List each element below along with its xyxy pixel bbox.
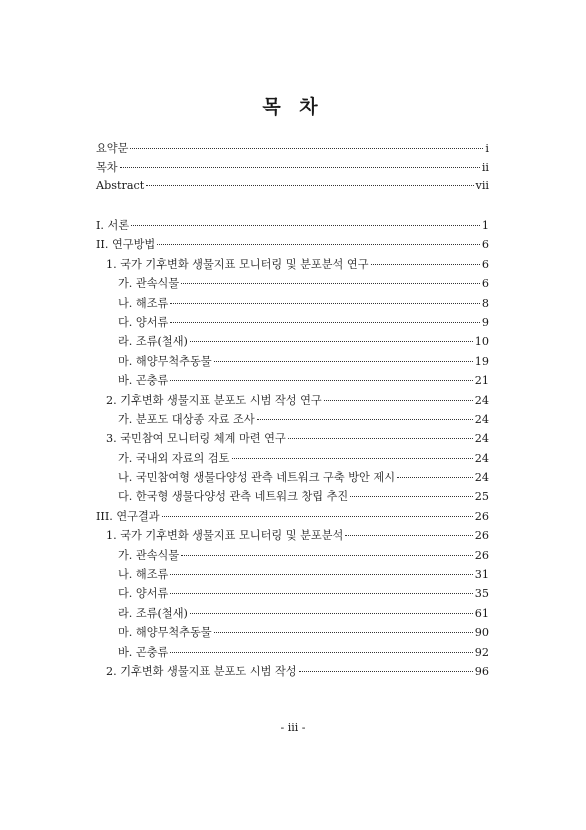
dot-leader <box>350 496 473 497</box>
dot-leader <box>170 574 472 575</box>
dot-leader <box>190 341 473 342</box>
toc-main <box>96 217 489 682</box>
toc-entry[interactable] <box>96 644 489 663</box>
toc-entry-label: 3. 국민참여 모니터링 체계 마련 연구 <box>106 432 286 446</box>
toc-entry-label: 나. 해조류 <box>118 296 169 310</box>
toc-entry[interactable] <box>96 159 489 178</box>
page-number-footer: - iii - <box>280 721 306 734</box>
toc-entry-page-number: 21 <box>474 374 489 388</box>
toc-entry-page-number: 96 <box>474 664 489 678</box>
toc-entry-page-number: i <box>485 142 489 155</box>
toc-entry-page-number: 31 <box>474 568 489 582</box>
toc-entry[interactable] <box>96 314 489 333</box>
toc-entry-page-number: 25 <box>474 490 489 504</box>
dot-leader <box>170 303 480 304</box>
toc-entry[interactable] <box>96 663 489 682</box>
toc-entry[interactable] <box>96 624 489 643</box>
toc-entry-page-number: 8 <box>481 296 489 310</box>
dot-leader <box>146 185 473 186</box>
toc-entry[interactable] <box>96 547 489 566</box>
toc-entry-page-number: 26 <box>474 529 489 543</box>
toc-entry-page-number: 35 <box>474 587 489 601</box>
dot-leader <box>345 535 472 536</box>
toc-entry-label: 바. 곤충류 <box>118 645 169 659</box>
toc-entry-label: 마. 해양무척추동물 <box>118 626 212 640</box>
toc-entry[interactable] <box>96 140 489 159</box>
toc-entry-label: II. 연구방법 <box>96 238 156 252</box>
toc-entry-page-number: 26 <box>474 548 489 562</box>
page-title: 목 차 <box>262 96 324 118</box>
toc-entry[interactable] <box>96 236 489 255</box>
toc-entry-label: 1. 국가 기후변화 생물지표 모니터링 및 분포분석 연구 <box>106 257 369 271</box>
toc-entry-page-number: 24 <box>474 432 489 446</box>
toc-entry-label: 목차 <box>96 161 118 175</box>
toc-entry-label: Abstract <box>96 178 145 192</box>
toc-entry[interactable] <box>96 585 489 604</box>
toc-entry-page-number: 90 <box>474 626 489 640</box>
toc-entry-page-number: 24 <box>474 393 489 407</box>
toc-entry[interactable] <box>96 179 489 198</box>
toc-entry-label: 1. 국가 기후변화 생물지표 모니터링 및 분포분석 <box>106 529 344 543</box>
toc-entry-page-number: 6 <box>481 277 489 291</box>
dot-leader <box>324 400 473 401</box>
dot-leader <box>170 652 472 653</box>
toc-entry-page-number: ii <box>481 161 489 175</box>
toc-entry-label: 2. 기후변화 생물지표 분포도 시범 작성 <box>106 664 297 678</box>
toc-entry-page-number: 26 <box>474 509 489 523</box>
toc-entry[interactable] <box>96 527 489 546</box>
toc-entry-label: 다. 양서류 <box>118 587 169 601</box>
toc-entry[interactable] <box>96 353 489 372</box>
toc-entry-label: 라. 조류(철새) <box>118 606 188 620</box>
dot-leader <box>120 167 480 168</box>
dot-leader <box>170 322 480 323</box>
dot-leader <box>190 613 473 614</box>
toc-front-matter <box>96 140 489 198</box>
toc-entry[interactable] <box>96 566 489 585</box>
toc-entry-page-number: 24 <box>474 471 489 485</box>
toc-entry-page-number: 6 <box>481 257 489 271</box>
dot-leader <box>371 264 480 265</box>
toc-entry-label: 가. 관속식물 <box>118 548 180 562</box>
dot-leader <box>232 458 473 459</box>
toc-entry[interactable] <box>96 295 489 314</box>
dot-leader <box>214 632 473 633</box>
dot-leader <box>257 419 473 420</box>
toc-entry[interactable] <box>96 275 489 294</box>
toc-entry-label: 바. 곤충류 <box>118 374 169 388</box>
toc-entry[interactable] <box>96 605 489 624</box>
dot-leader <box>162 516 473 517</box>
toc-entry[interactable] <box>96 488 489 507</box>
toc-entry-page-number: 10 <box>474 335 489 349</box>
toc-entry-label: 나. 해조류 <box>118 568 169 582</box>
toc-entry[interactable] <box>96 372 489 391</box>
dot-leader <box>170 380 472 381</box>
toc-entry-page-number: 24 <box>474 451 489 465</box>
toc-entry-page-number: 24 <box>474 412 489 426</box>
toc-entry-label: 다. 한국형 생물다양성 관측 네트워크 창립 추진 <box>118 490 349 504</box>
toc-entry-label: 라. 조류(철새) <box>118 335 188 349</box>
dot-leader <box>170 593 472 594</box>
toc-entry-label: 가. 관속식물 <box>118 277 180 291</box>
toc-entry-label: 요약문 <box>96 142 129 155</box>
toc-entry[interactable] <box>96 411 489 430</box>
toc-entry[interactable] <box>96 508 489 527</box>
toc-entry[interactable] <box>96 469 489 488</box>
toc-entry[interactable] <box>96 256 489 275</box>
dot-leader <box>181 555 473 556</box>
dot-leader <box>157 244 480 245</box>
toc-entry-label: 2. 기후변화 생물지표 분포도 시범 작성 연구 <box>106 393 322 407</box>
toc-entry-page-number: 92 <box>474 645 489 659</box>
toc-entry-label: 나. 국민참여형 생물다양성 관측 네트워크 구축 방안 제시 <box>118 471 396 485</box>
toc-entry-label: I. 서론 <box>96 219 130 232</box>
toc-entry-label: III. 연구결과 <box>96 509 160 523</box>
toc-entry-page-number: 1 <box>481 219 489 232</box>
dot-leader <box>181 283 480 284</box>
dot-leader <box>288 438 473 439</box>
toc-entry[interactable] <box>96 450 489 469</box>
dot-leader <box>299 671 473 672</box>
dot-leader <box>214 361 473 362</box>
toc-entry[interactable] <box>96 392 489 411</box>
toc-entry[interactable] <box>96 430 489 449</box>
toc-entry[interactable] <box>96 217 489 236</box>
toc-entry-page-number: vii <box>475 178 489 192</box>
dot-leader <box>131 225 480 226</box>
toc-entry-page-number: 19 <box>474 354 489 368</box>
toc-entry-label: 가. 분포도 대상종 자료 조사 <box>118 412 255 426</box>
toc-entry-label: 다. 양서류 <box>118 315 169 329</box>
toc-entry-page-number: 6 <box>481 238 489 252</box>
toc-entry-page-number: 61 <box>474 606 489 620</box>
toc-entry-label: 가. 국내외 자료의 검토 <box>118 451 230 465</box>
dot-leader <box>397 477 473 478</box>
toc-entry-page-number: 9 <box>481 315 489 329</box>
toc-entry[interactable] <box>96 333 489 352</box>
toc-entry-label: 마. 해양무척추동물 <box>118 354 212 368</box>
dot-leader <box>130 148 483 149</box>
